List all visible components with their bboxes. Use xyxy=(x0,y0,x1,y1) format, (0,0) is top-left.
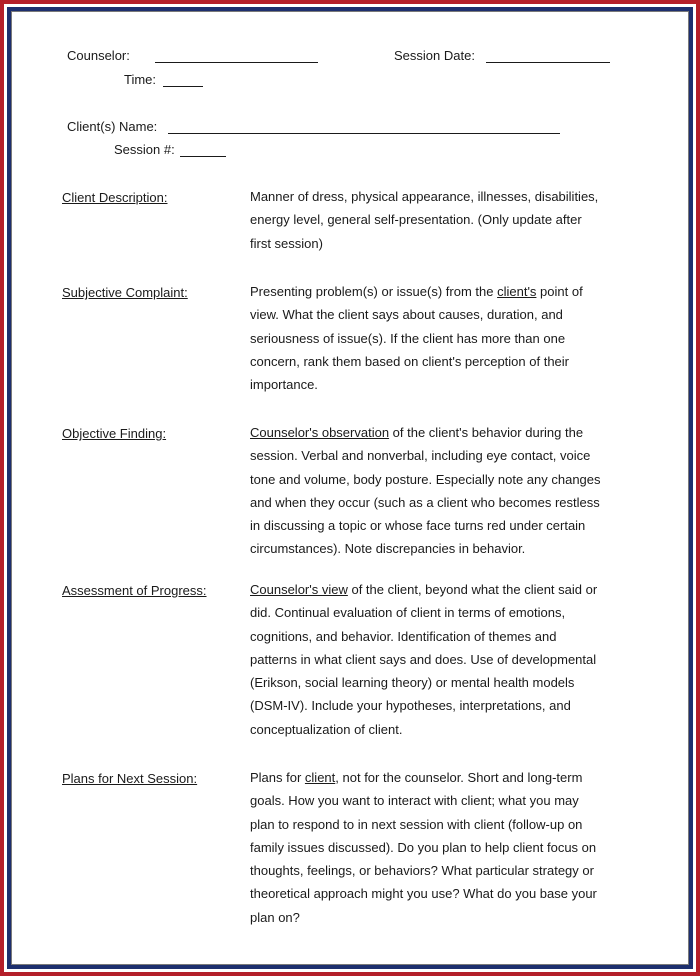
text-line: concern, rank them based on client's perception of their xyxy=(250,353,569,369)
time-label: Time: xyxy=(124,72,157,87)
session-number-label: Session #: xyxy=(114,142,175,157)
text-line xyxy=(250,421,630,444)
subjective-complaint-text xyxy=(250,280,630,396)
text-run: Presenting problem(s) or issue(s) from the xyxy=(250,284,498,299)
text-run: , not for the counselor. Short and long-term xyxy=(335,770,583,785)
underlined-term: Counselor's view xyxy=(250,582,348,597)
session-date-label: Session Date: xyxy=(394,48,475,63)
text-line: family issues discussed). Do you plan to help client focus on xyxy=(250,839,597,855)
plans-for-next-session-text xyxy=(250,766,630,929)
plans-for-next-session-label: Plans for Next Session: xyxy=(62,771,198,786)
text-line: tone and volume, body posture. Especially note any changes xyxy=(250,471,601,487)
text-line: cognitions, and behavior. Identification of themes and xyxy=(250,628,557,644)
text-line: and when they occur (such as a client who becomes restless xyxy=(250,494,600,510)
text-line: conceptualization of client. xyxy=(250,721,403,737)
text-line: plan to respond to in next session with client (follow-up on xyxy=(250,816,583,832)
text-run: of the client, beyond what the client said or xyxy=(347,582,598,597)
text-line: (Erikson, social learning theory) or mental health models xyxy=(250,675,575,691)
text-line: plan on? xyxy=(250,909,300,925)
text-run: Plans for xyxy=(250,770,305,785)
assessment-of-progress-text xyxy=(250,578,630,741)
text-line: patterns in what client says and does. Use of developmental xyxy=(250,651,597,667)
underlined-term: client's xyxy=(497,284,537,299)
text-line: view. What the client says about causes, duration, and xyxy=(250,307,563,323)
text-line: first session) xyxy=(250,235,323,251)
counselor-label: Counselor: xyxy=(67,48,130,63)
text-line: in discussing a topic or whose face turns red under certain xyxy=(250,518,586,534)
client-description-text xyxy=(250,185,630,255)
client-description-label: Client Description: xyxy=(62,190,168,205)
underlined-term: Counselor's observation xyxy=(250,425,390,440)
objective-finding-label: Objective Finding: xyxy=(62,426,167,441)
text-line: (DSM-IV). Include your hypotheses, interpretations, and xyxy=(250,698,571,714)
clients-name-label: Client(s) Name: xyxy=(67,119,158,134)
text-line xyxy=(250,766,630,789)
session-date-field[interactable] xyxy=(486,62,610,63)
text-line: Manner of dress, physical appearance, illnesses, disabilities, xyxy=(250,189,599,204)
text-run: of the client's behavior during the xyxy=(389,425,584,440)
text-line xyxy=(250,578,630,601)
text-line: did. Continual evaluation of client in terms of emotions, xyxy=(250,605,566,621)
counselor-field[interactable] xyxy=(155,62,318,63)
clients-name-field[interactable] xyxy=(168,133,560,134)
objective-finding-text xyxy=(250,421,630,561)
text-line: theoretical approach might you use? What do you base your xyxy=(250,886,597,902)
text-line xyxy=(250,280,630,303)
text-run: point of xyxy=(536,284,583,299)
time-field[interactable] xyxy=(163,86,203,87)
text-line: circumstances). Note discrepancies in behavior. xyxy=(250,541,526,557)
text-line: session. Verbal and nonverbal, including eye contact, voice xyxy=(250,448,591,464)
text-line: thoughts, feelings, or behaviors? What particular strategy or xyxy=(250,863,594,879)
underlined-term: client xyxy=(304,770,336,785)
text-line: goals. How you want to interact with client; what you may xyxy=(250,793,579,809)
text-line: seriousness of issue(s). If the client has more than one xyxy=(250,330,566,346)
assessment-of-progress-label: Assessment of Progress: xyxy=(62,583,207,598)
text-line: importance. xyxy=(250,377,318,393)
session-number-field[interactable] xyxy=(180,156,226,157)
subjective-complaint-label: Subjective Complaint: xyxy=(62,285,188,300)
text-line: energy level, general self-presentation. (Only update after xyxy=(250,212,582,228)
